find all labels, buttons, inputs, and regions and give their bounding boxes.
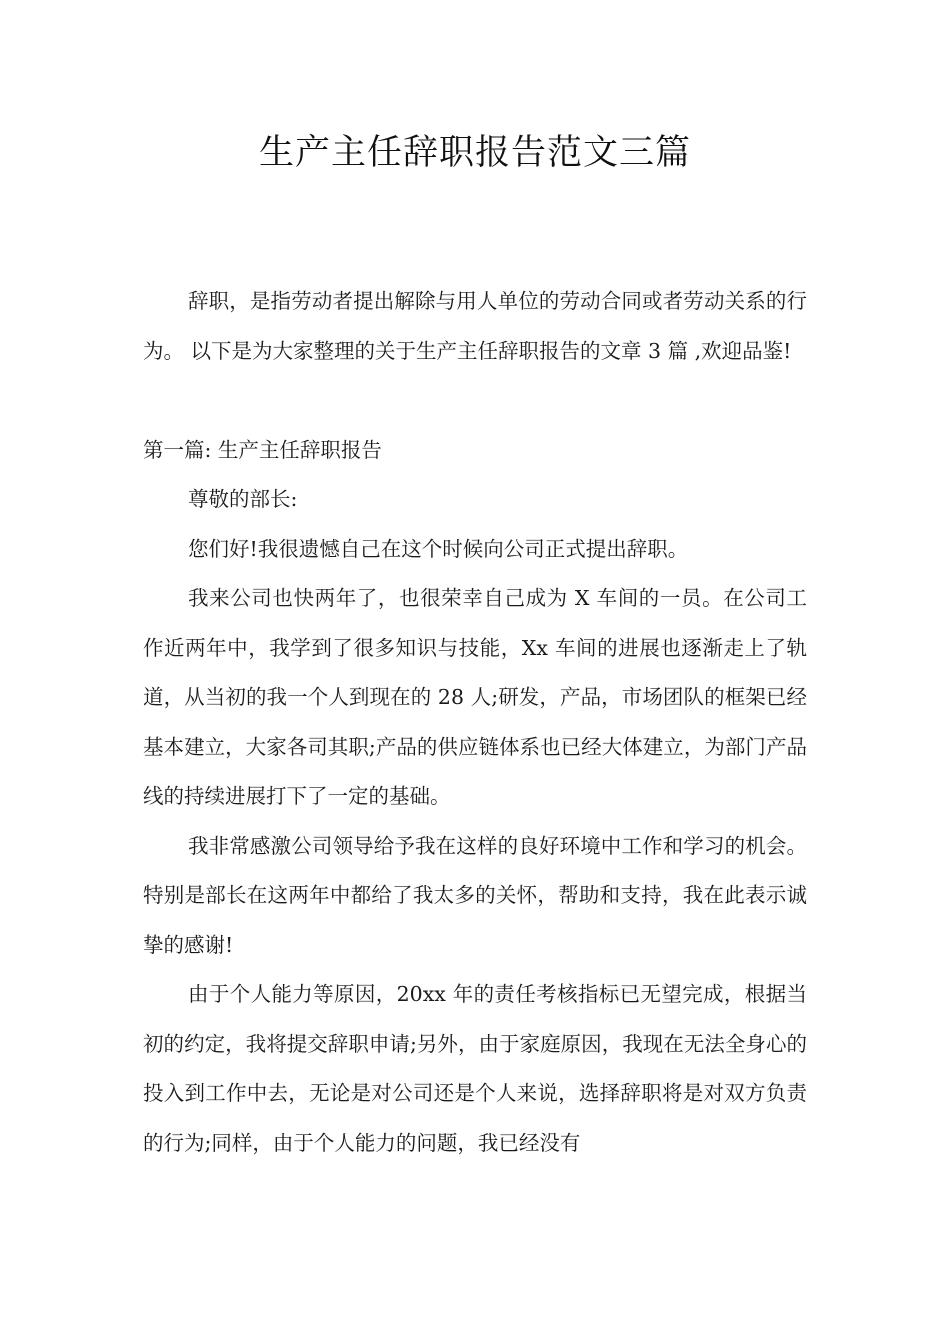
body-paragraph: 您们好!我很遗憾自己在这个时候向公司正式提出辞职。 bbox=[188, 536, 689, 561]
body-paragraph: 我来公司也快两年了，也很荣幸自己成为 X 车间的一员。在公司工作近两年中，我学到了很多知识与技能，Xx 车间的进展也逐渐走上了轨道，从当初的我一个人到现在的 28 人;研发，产品，市场团队的框架已经基本建立，大家各司其职;产品的供应链体系也已经大体建立，为部门产品线的持续进展打下了一定的基础。 bbox=[143, 586, 807, 808]
section-heading: 第一篇: 生产主任辞职报告 bbox=[143, 437, 382, 462]
body-paragraph: 我非常感激公司领导给予我在这样的良好环境中工作和学习的机会。特别是部长在这两年中都给了我太多的关怀，帮助和支持，我在此表示诚挚的感谢! bbox=[143, 833, 807, 957]
intro-paragraph: 辞职，是指劳动者提出解除与用人单位的劳动合同或者劳动关系的行为。 以下是为大家整理的关于生产主任辞职报告的文章 3 篇 ,欢迎品鉴! bbox=[143, 289, 807, 363]
salutation: 尊敬的部长: bbox=[188, 487, 298, 511]
paragraph-spacer bbox=[143, 376, 807, 426]
document-body bbox=[143, 277, 807, 1168]
body-paragraph: 由于个人能力等原因，20xx 年的责任考核指标已无望完成，根据当初的约定，我将提交辞职申请;另外，由于家庭原因，我现在无法全身心的投入到工作中去，无论是对公司还是个人来说，选择辞职将是对双方负责的行为;同样，由于个人能力的问题，我已经没有 bbox=[143, 982, 807, 1155]
document-title: 生产主任辞职报告范文三篇 bbox=[258, 133, 691, 173]
